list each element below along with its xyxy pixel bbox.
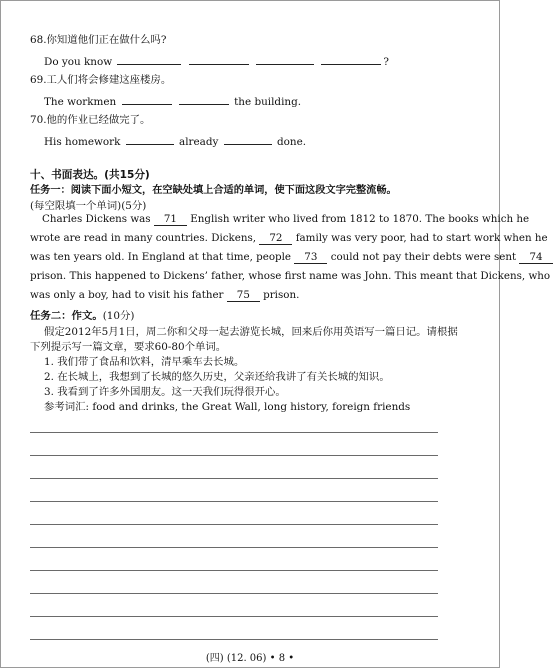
writing-line[interactable] <box>30 570 438 571</box>
section-heading: 十、书面表达。(共15分) <box>30 169 150 181</box>
q70-mid-text: already <box>179 136 219 148</box>
writing-line[interactable] <box>30 501 438 502</box>
passage-text: could not pay their debts were sent <box>330 251 517 263</box>
passage-text: wrote are read in many countries. Dickens, <box>30 232 257 244</box>
question-70-prompt: 70.他的作业已经做完了。 <box>30 114 151 126</box>
task1-heading: 任务一：阅读下面小短文，在空缺处填上合适的单词，使下面这段文字完整流畅。 <box>30 185 397 196</box>
task2-score: (10分) <box>102 310 135 322</box>
passage-line-2 <box>30 231 548 245</box>
writing-line[interactable] <box>30 478 438 479</box>
writing-line[interactable] <box>30 432 438 433</box>
passage-text: family was very poor, had to start work when he <box>295 232 548 244</box>
prompt-point-1: 1. 我们带了食品和饮料，清早乘车去长城。 <box>44 356 245 368</box>
passage-line-5 <box>30 288 299 302</box>
question-68-answer-line <box>44 53 389 69</box>
answer-blank[interactable] <box>256 53 314 65</box>
writing-line[interactable] <box>30 639 438 640</box>
answer-blank[interactable] <box>126 133 174 145</box>
passage-text: English writer who lived from 1812 to 1870. The books which he <box>190 213 530 225</box>
writing-line[interactable] <box>30 547 438 548</box>
vocab-line <box>44 400 410 414</box>
writing-line[interactable] <box>30 455 438 456</box>
answer-blank[interactable] <box>117 53 181 65</box>
q68-lead-text: Do you know <box>44 56 113 68</box>
cloze-blank-75[interactable]: 75 <box>227 289 260 302</box>
task2-title: 任务二：作文。 <box>30 310 103 322</box>
q70-end-text: done. <box>277 136 307 148</box>
vocab-label: 参考词汇: <box>44 401 90 413</box>
cloze-blank-73[interactable]: 73 <box>294 251 327 264</box>
cloze-blank-74[interactable]: 74 <box>519 251 552 264</box>
writing-line[interactable] <box>30 593 438 594</box>
writing-line[interactable] <box>30 524 438 525</box>
answer-blank[interactable] <box>179 93 229 105</box>
prompt-point-3: 3. 我看到了许多外国朋友。这一天我们玩得很开心。 <box>44 386 286 398</box>
answer-blank[interactable] <box>122 93 172 105</box>
prompt-point-2: 2. 在长城上，我想到了长城的悠久历史，父亲还给我讲了有关长城的知识。 <box>44 371 390 383</box>
answer-blank[interactable] <box>189 53 249 65</box>
page-footer: (四) (12. 06) • 8 • <box>205 653 295 664</box>
question-70-answer-line <box>44 133 306 149</box>
passage-text: was ten years old. In England at that time, people <box>30 251 292 263</box>
passage-line-4: prison. This happened to Dickens’ father, whose first name was John. This meant that Dickens, who <box>30 270 551 282</box>
prompt-line-2: 下列提示写一篇文章，要求60-80个单词。 <box>30 341 227 353</box>
writing-line[interactable] <box>30 616 438 617</box>
q70-lead-text: His homework <box>44 136 121 148</box>
question-69-prompt: 69.工人们将会修建这座楼房。 <box>30 74 172 86</box>
q69-lead-text: The workmen <box>44 96 117 108</box>
answer-blank[interactable] <box>321 53 381 65</box>
task1-note: (每空限填一个单词)(5分) <box>30 200 147 212</box>
passage-line-3 <box>30 250 543 264</box>
q69-end-text: the building. <box>234 96 302 108</box>
passage-text: prison. <box>263 289 300 301</box>
q68-end-text: ? <box>383 56 389 68</box>
vocab-words: food and drinks, the Great Wall, long history, foreign friends <box>92 401 411 413</box>
question-69-answer-line <box>44 93 301 109</box>
prompt-line-1: 假定2012年5月1日，周二你和父母一起去游览长城，回来后你用英语写一篇日记。请根据 <box>44 326 458 338</box>
passage-text: was only a boy, had to visit his father <box>30 289 224 301</box>
question-68-prompt: 68.你知道他们正在做什么吗? <box>30 34 167 46</box>
answer-blank[interactable] <box>224 133 272 145</box>
passage-line-1 <box>30 212 530 226</box>
cloze-blank-71[interactable]: 71 <box>154 213 187 226</box>
task2-heading <box>30 309 134 323</box>
passage-text: Charles Dickens was <box>42 213 151 225</box>
cloze-blank-72[interactable]: 72 <box>259 232 292 245</box>
